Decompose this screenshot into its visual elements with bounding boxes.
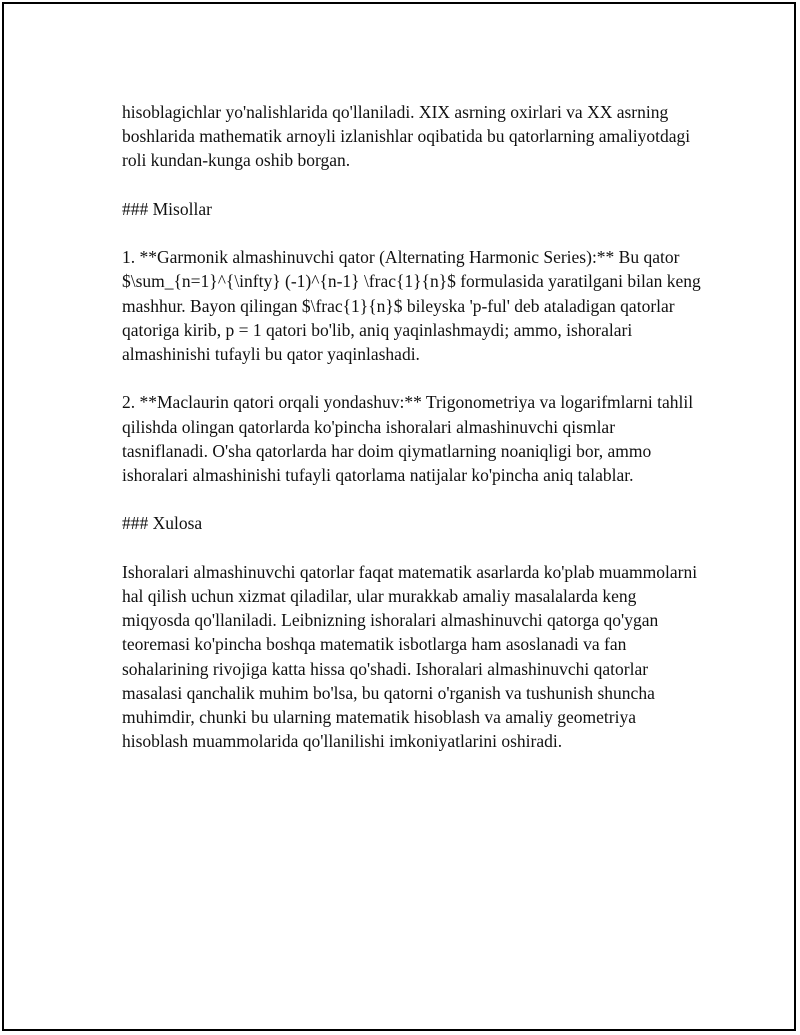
document-body <box>122 100 702 778</box>
paragraph-example-2: 2. **Maclaurin qatori orqali yondashuv:** Trigonometriya va logarifmlarni tahlil qilishda olingan qatorlarda ko'pincha ishoralari almashinuvchi qismlar tasniflanadi. O'sha qatorlarda har doim qiymatlarning noaniqligi bor, ammo ishoralari almashinishi tufayli qatorlama natijalar ko'pincha aniq talablar. <box>122 392 694 485</box>
heading-misollar: ### Misollar <box>122 198 212 219</box>
paragraph-example-1: 1. **Garmonik almashinuvchi qator (Alternating Harmonic Series):** Bu qator $\sum_{n=1}^{\infty} (-1)^{n-1} \frac{1}{n}$ formulasida yaratilgani bilan keng mashhur. Bayon qilingan $\frac{1}{n}$ bileyska 'p-ful' deb ataladigan qatorlar qatoriga kirib, p = 1 qatori bo'lib, aniq yaqinlashmaydi; ammo, ishoralari almashinishi tufayli bu qator yaqinlashadi. <box>122 247 701 364</box>
document-page <box>2 2 796 1031</box>
heading-xulosa: ### Xulosa <box>122 513 203 534</box>
paragraph-intro-continuation: hisoblagichlar yo'nalishlarida qo'llaniladi. XIX asrning oxirlari va XX asrning boshlarida mathematik arnoyli izlanishlar oqibatida bu qatorlarning amaliyotdagi roli kundan-kunga oshib borgan. <box>122 102 691 171</box>
paragraph-conclusion: Ishoralari almashinuvchi qatorlar faqat matematik asarlarda ko'plab muammolarni hal qilish uchun xizmat qiladilar, ular murakkab amaliy masalalarda keng miqyosda qo'llaniladi. Leibnizning ishoralari almashinuvchi qatorga qo'ygan teoremasi ko'pincha boshqa matematik isbotlarga ham asoslanadi va fan sohalarining rivojiga katta hissa qo'shadi. Ishoralari almashinuvchi qatorlar masalasi qanchalik muhim bo'lsa, bu qatorni o'rganish va tushunish shuncha muhimdir, chunki bu ularning matematik hisoblash va amaliy geometriya hisoblash muammolarida qo'llanilishi imkoniyatlarini oshiradi. <box>122 561 698 752</box>
